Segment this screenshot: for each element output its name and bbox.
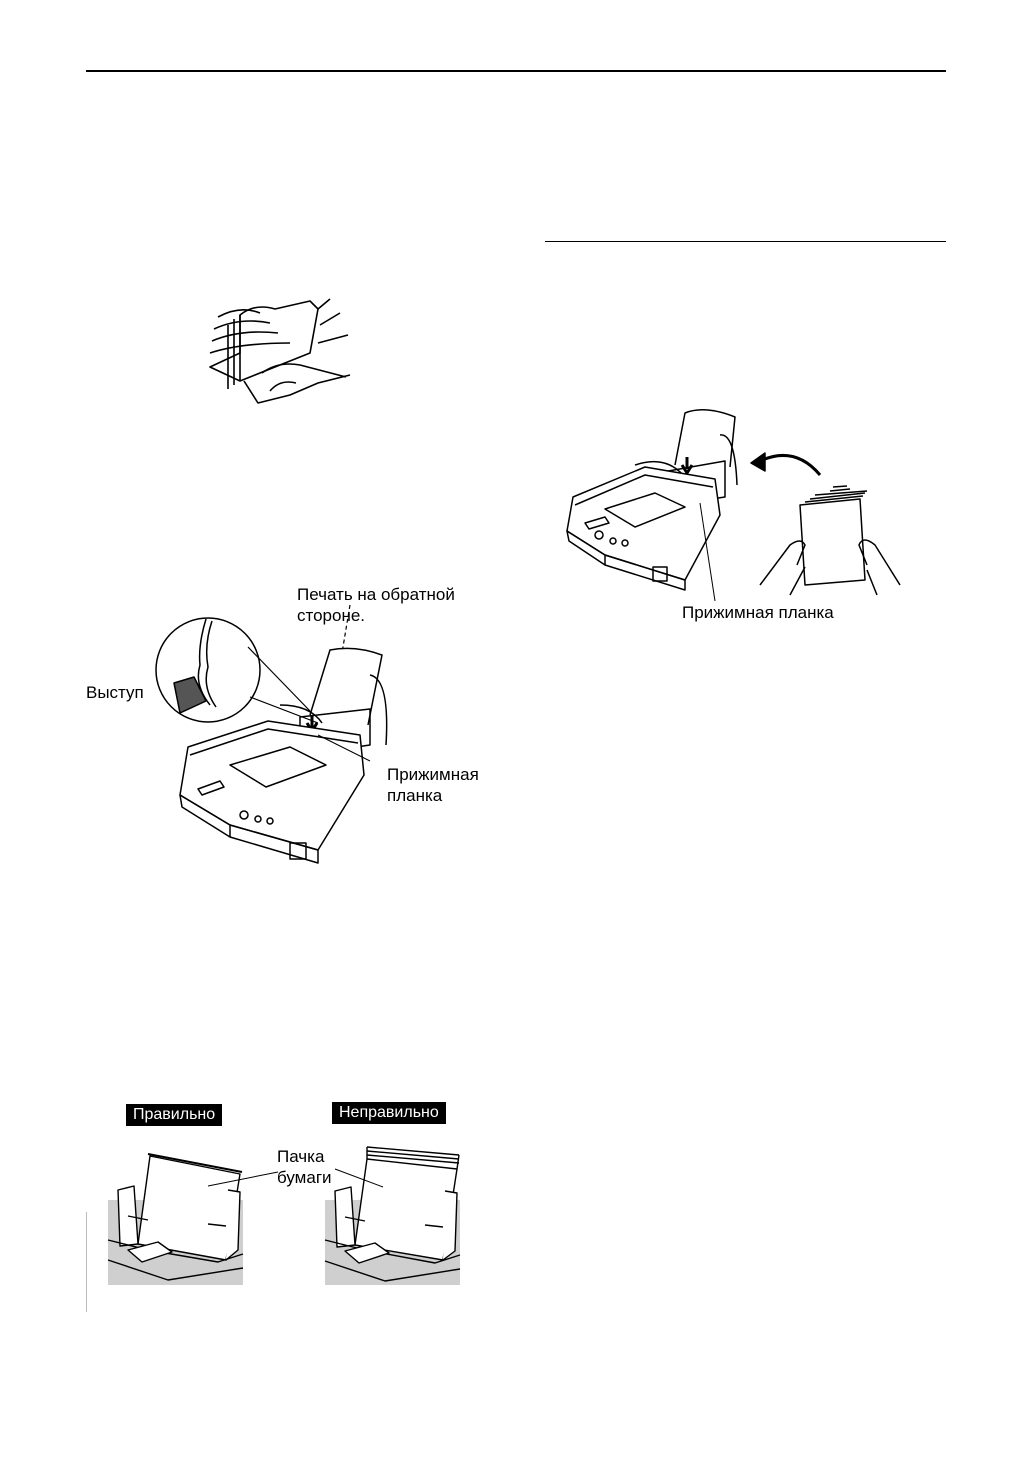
pressure-bar-label-left: Прижимная планка — [387, 765, 479, 805]
reload-fax-illustration — [565, 405, 920, 600]
back-side-label: Печать на обратной стороне. — [297, 585, 455, 625]
correct-tag: Правильно — [126, 1104, 222, 1126]
duplex-fax-illustration — [150, 605, 390, 875]
fanning-paper-illustration — [200, 295, 365, 410]
incorrect-stack-illustration — [325, 1145, 460, 1285]
scan-edge — [86, 1212, 87, 1312]
correct-stack-illustration — [108, 1150, 243, 1285]
tab-label: Выступ — [86, 683, 144, 702]
section-rule — [545, 241, 946, 242]
top-rule — [86, 70, 946, 72]
pressure-bar-label-right: Прижимная планка — [682, 603, 834, 622]
incorrect-tag: Неправильно — [332, 1102, 446, 1124]
paper-stack-label: Пачка бумаги — [277, 1147, 332, 1187]
